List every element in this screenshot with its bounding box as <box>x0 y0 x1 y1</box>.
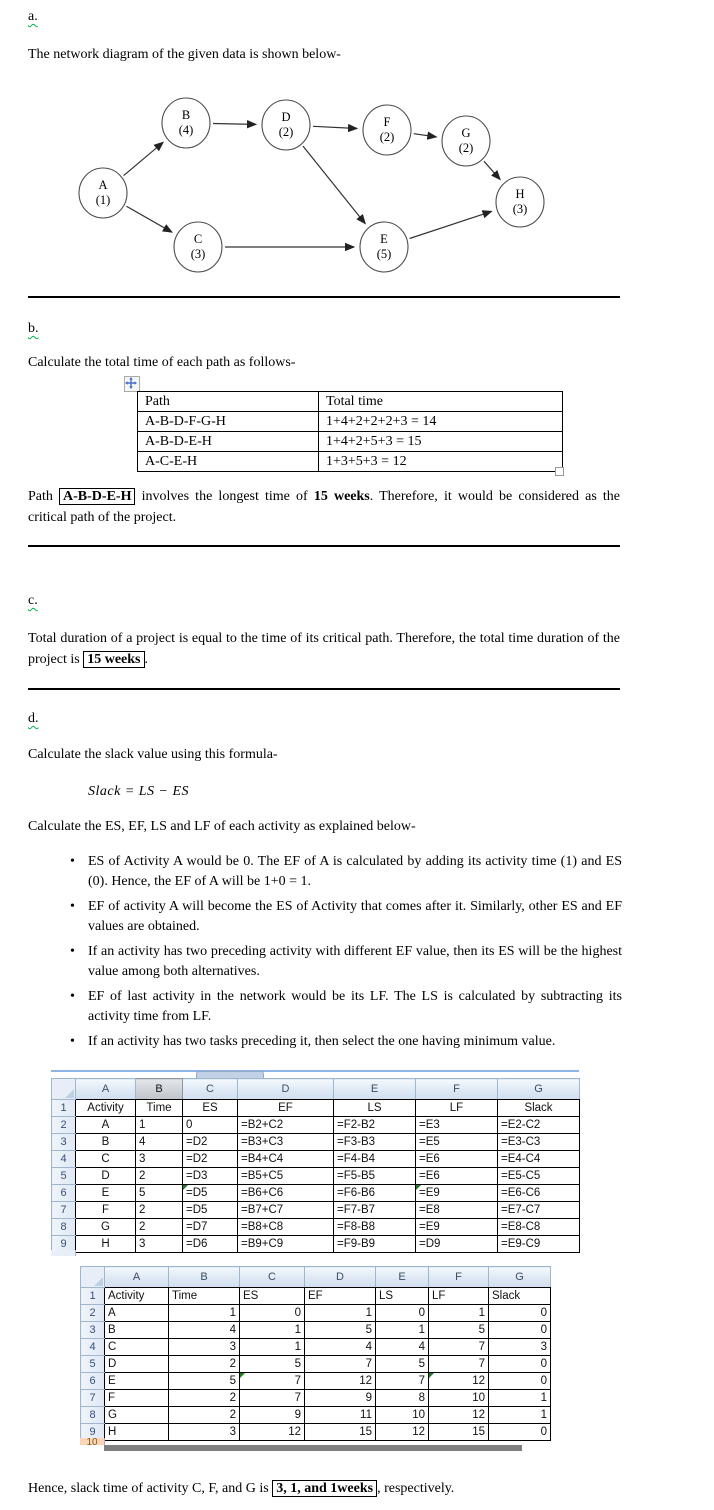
cell-G5: =E5-C5 <box>498 1168 580 1185</box>
cell-D8: =B8+C8 <box>238 1219 334 1236</box>
table-cell: Path <box>138 392 319 412</box>
cell-G5: 0 <box>489 1356 551 1373</box>
cell-E7: =F7-B7 <box>334 1202 416 1219</box>
svg-text:(5): (5) <box>376 247 392 261</box>
sheet1-partial-row <box>51 1250 76 1256</box>
bullet-dot: • <box>70 989 75 1004</box>
cell-G7: 1 <box>489 1390 551 1407</box>
cell-F9: 15 <box>429 1424 489 1441</box>
cell-G1: Slack <box>489 1288 551 1305</box>
text-run: Total duration of a project is equal to the time of its critical path. Therefore, the total time duration of the project is <box>28 631 620 667</box>
cell-D7: 9 <box>305 1390 376 1407</box>
bullet-text: ES of Activity A would be 0. The EF of A is calculated by adding its activity time (1) and ES (0). Hence, the EF of A will be 1+0 = 1. <box>88 854 622 889</box>
cell-A5: D <box>105 1356 169 1373</box>
diagram-node-C <box>174 222 222 272</box>
section-b-label: b. <box>28 321 39 336</box>
svg-text:E: E <box>380 232 388 246</box>
row-header-1: 1 <box>81 1288 105 1305</box>
cell-B6: 5 <box>169 1373 240 1390</box>
cell-C8: 9 <box>240 1407 305 1424</box>
cell-A1: Activity <box>105 1288 169 1305</box>
cell-G1: Slack <box>498 1100 580 1117</box>
cell-B4: 3 <box>136 1151 183 1168</box>
column-header-F: F <box>416 1079 498 1100</box>
cell-A4: C <box>105 1339 169 1356</box>
cell-F8: =E9 <box>416 1219 498 1236</box>
column-header-A: A <box>105 1267 169 1288</box>
cell-E9: 12 <box>376 1424 429 1441</box>
svg-text:C: C <box>193 232 203 246</box>
boxed-total-duration: 15 weeks <box>83 651 144 668</box>
cell-F5: =E6 <box>416 1168 498 1185</box>
explanation-bullet-list <box>70 852 622 1057</box>
cell-C6: =D5 <box>183 1185 238 1202</box>
bullet-item <box>70 1032 622 1052</box>
table-row <box>138 452 563 472</box>
cell-D3: =B3+C3 <box>238 1134 334 1151</box>
table-move-handle[interactable] <box>124 376 140 392</box>
diagram-node-H <box>496 177 544 227</box>
svg-text:(3): (3) <box>190 247 206 261</box>
cell-A7: F <box>105 1390 169 1407</box>
cell-E3: =F3-B3 <box>334 1134 416 1151</box>
column-header-B: B <box>169 1267 240 1288</box>
section-b-intro: Calculate the total time of each path as follows- <box>28 355 296 370</box>
cell-D4: 4 <box>305 1339 376 1356</box>
cell-D4: =B4+C4 <box>238 1151 334 1168</box>
cell-E5: 5 <box>376 1356 429 1373</box>
cell-F4: 7 <box>429 1339 489 1356</box>
cell-D1: EF <box>238 1100 334 1117</box>
edge-D-F <box>313 126 357 128</box>
cell-E4: =F4-B4 <box>334 1151 416 1168</box>
column-header-C: C <box>240 1267 305 1288</box>
cell-B4: 3 <box>169 1339 240 1356</box>
cell-F1: LF <box>429 1288 489 1305</box>
cell-C1: ES <box>183 1100 238 1117</box>
svg-text:H: H <box>515 187 525 201</box>
table-cell: A-B-D-E-H <box>138 432 319 452</box>
cell-A9: H <box>105 1424 169 1441</box>
cell-B1: Time <box>136 1100 183 1117</box>
bullet-text: If an activity has two preceding activity with different EF value, then its ES will be the highest value among both alternatives. <box>88 944 622 979</box>
error-indicator-icon <box>429 1373 434 1378</box>
sheet-corner-cell <box>52 1079 76 1100</box>
slack-formula: Slack = LS − ES <box>88 784 190 799</box>
cell-G6: =E6-C6 <box>498 1185 580 1202</box>
cell-A8: G <box>76 1219 136 1236</box>
row-header-4: 4 <box>81 1339 105 1356</box>
cell-C5: 5 <box>240 1356 305 1373</box>
cell-G2: =E2-C2 <box>498 1117 580 1134</box>
cell-B9: 3 <box>169 1424 240 1441</box>
cell-D5: =B5+C5 <box>238 1168 334 1185</box>
cell-F2: 1 <box>429 1305 489 1322</box>
text-run: involves the longest time of <box>141 489 308 504</box>
row-header-8: 8 <box>81 1407 105 1424</box>
column-header-A: A <box>76 1079 136 1100</box>
bullet-item <box>70 897 622 937</box>
svg-text:(1): (1) <box>95 193 111 207</box>
cell-F1: LF <box>416 1100 498 1117</box>
error-indicator-icon <box>183 1185 188 1190</box>
cell-F7: 10 <box>429 1390 489 1407</box>
svg-text:B: B <box>181 108 191 122</box>
cell-B6: 5 <box>136 1185 183 1202</box>
bullet-item <box>70 942 622 982</box>
row-header-4: 4 <box>52 1151 76 1168</box>
cell-C9: 12 <box>240 1424 305 1441</box>
cell-E6: =F6-B6 <box>334 1185 416 1202</box>
cell-E6: 7 <box>376 1373 429 1390</box>
section-c-label: c. <box>28 593 38 608</box>
row-header-8: 8 <box>52 1219 76 1236</box>
cell-E2: 0 <box>376 1305 429 1322</box>
cell-F8: 12 <box>429 1407 489 1424</box>
row-header-2: 2 <box>81 1305 105 1322</box>
cell-D9: =B9+C9 <box>238 1236 334 1253</box>
bullet-text: If an activity has two tasks preceding it, then select the one having minimum value. <box>88 1034 556 1049</box>
cell-C5: =D3 <box>183 1168 238 1185</box>
cell-A9: H <box>76 1236 136 1253</box>
table-cell: 1+4+2+2+2+3 = 14 <box>319 412 563 432</box>
column-header-F: F <box>429 1267 489 1288</box>
cell-C7: =D5 <box>183 1202 238 1219</box>
cell-E1: LS <box>334 1100 416 1117</box>
cell-D6: 12 <box>305 1373 376 1390</box>
bullet-dot: • <box>70 944 75 959</box>
cell-C6: 7 <box>240 1373 305 1390</box>
cell-E8: 10 <box>376 1407 429 1424</box>
column-header-G: G <box>489 1267 551 1288</box>
cell-F7: =E8 <box>416 1202 498 1219</box>
cell-B5: 2 <box>136 1168 183 1185</box>
svg-text:(2): (2) <box>458 141 474 155</box>
edge-D-E <box>303 146 365 224</box>
cell-E7: 8 <box>376 1390 429 1407</box>
cell-A4: C <box>76 1151 136 1168</box>
cell-G9: 0 <box>489 1424 551 1441</box>
cell-G8: 1 <box>489 1407 551 1424</box>
table-cell: 1+4+2+5+3 = 15 <box>319 432 563 452</box>
diagram-node-B <box>162 98 210 148</box>
cell-G6: 0 <box>489 1373 551 1390</box>
cell-E5: =F5-B5 <box>334 1168 416 1185</box>
svg-text:G: G <box>461 126 471 140</box>
cell-D3: 5 <box>305 1322 376 1339</box>
edge-A-C <box>127 206 172 232</box>
cell-D6: =B6+C6 <box>238 1185 334 1202</box>
column-header-D: D <box>305 1267 376 1288</box>
cell-E2: =F2-B2 <box>334 1117 416 1134</box>
section-d-intro1: Calculate the slack value using this formula- <box>28 747 278 762</box>
row-header-3: 3 <box>81 1322 105 1339</box>
cell-F5: 7 <box>429 1356 489 1373</box>
cell-B2: 1 <box>136 1117 183 1134</box>
cell-G7: =E7-C7 <box>498 1202 580 1219</box>
svg-text:A: A <box>98 178 108 192</box>
table-row <box>138 432 563 452</box>
cell-B3: 4 <box>136 1134 183 1151</box>
spreadsheet-formula-view <box>51 1078 580 1253</box>
cell-E9: =F9-B9 <box>334 1236 416 1253</box>
cell-A2: A <box>76 1117 136 1134</box>
diagram-node-E <box>360 222 408 272</box>
cell-D7: =B7+C7 <box>238 1202 334 1219</box>
cell-C2: 0 <box>183 1117 238 1134</box>
row-header-2: 2 <box>52 1117 76 1134</box>
bullet-item <box>70 987 622 1027</box>
error-indicator-icon <box>240 1373 245 1378</box>
cell-F2: =E3 <box>416 1117 498 1134</box>
svg-text:(3): (3) <box>512 202 528 216</box>
row-header-6: 6 <box>52 1185 76 1202</box>
edge-F-G <box>414 134 437 137</box>
text-run: . Therefore, it would be considered as the critical path of the project. <box>28 489 621 525</box>
cell-B7: 2 <box>169 1390 240 1407</box>
bold-duration: 15 weeks <box>313 489 370 504</box>
text-run: Path <box>28 489 53 504</box>
section-c-paragraph <box>28 628 620 670</box>
section-a-intro: The network diagram of the given data is shown below- <box>28 47 341 62</box>
text-run: . <box>144 652 148 667</box>
svg-text:D: D <box>281 110 291 124</box>
cell-A6: E <box>76 1185 136 1202</box>
cell-C4: 1 <box>240 1339 305 1356</box>
row-header-3: 3 <box>52 1134 76 1151</box>
divider-3 <box>28 688 620 690</box>
cell-A5: D <box>76 1168 136 1185</box>
cell-A3: B <box>105 1322 169 1339</box>
column-header-C: C <box>183 1079 238 1100</box>
cell-A2: A <box>105 1305 169 1322</box>
bullet-text: EF of activity A will become the ES of Activity that comes after it. Similarly, other ES and EF values are obtained. <box>88 899 622 934</box>
divider-1 <box>28 296 620 298</box>
section-d-label: d. <box>28 711 39 726</box>
cell-B8: 2 <box>136 1219 183 1236</box>
edge-G-H <box>484 161 500 179</box>
svg-text:F: F <box>383 115 391 129</box>
critical-path-paragraph <box>28 486 620 528</box>
column-header-D: D <box>238 1079 334 1100</box>
diagram-node-D <box>262 100 310 150</box>
cell-D8: 11 <box>305 1407 376 1424</box>
edge-B-D <box>213 124 256 125</box>
bullet-dot: • <box>70 899 75 914</box>
cell-C2: 0 <box>240 1305 305 1322</box>
table-resize-handle[interactable] <box>555 467 564 476</box>
boxed-critical-path: A-B-D-E-H <box>59 488 135 505</box>
column-header-E: E <box>376 1267 429 1288</box>
bullet-text: EF of last activity in the network would be its LF. The LS is calculated by subtracting its activity time from LF. <box>88 989 622 1024</box>
cell-D2: 1 <box>305 1305 376 1322</box>
cell-C3: 1 <box>240 1322 305 1339</box>
diagram-node-A <box>79 168 127 218</box>
cell-B7: 2 <box>136 1202 183 1219</box>
diagram-node-F <box>363 105 411 155</box>
cell-B9: 3 <box>136 1236 183 1253</box>
diagram-node-G <box>442 116 490 166</box>
cell-G2: 0 <box>489 1305 551 1322</box>
boxed-slack-values: 3, 1, and 1weeks <box>272 1480 377 1497</box>
bullet-dot: • <box>70 854 75 869</box>
cell-B1: Time <box>169 1288 240 1305</box>
bullet-item <box>70 852 622 892</box>
svg-text:(4): (4) <box>178 123 194 137</box>
column-header-G: G <box>498 1079 580 1100</box>
cell-D1: EF <box>305 1288 376 1305</box>
table-cell: Total time <box>319 392 563 412</box>
cell-G4: =E4-C4 <box>498 1151 580 1168</box>
edge-E-H <box>410 211 492 238</box>
cell-E8: =F8-B8 <box>334 1219 416 1236</box>
error-indicator-icon <box>416 1185 421 1190</box>
row-header-9: 9 <box>52 1236 76 1253</box>
cell-F3: =E5 <box>416 1134 498 1151</box>
cell-A8: G <box>105 1407 169 1424</box>
cell-E4: 4 <box>376 1339 429 1356</box>
cell-B3: 4 <box>169 1322 240 1339</box>
cell-F6: =E9 <box>416 1185 498 1202</box>
sheet-corner-cell <box>81 1267 105 1288</box>
move-arrows-icon <box>125 377 137 389</box>
row-header-1: 1 <box>52 1100 76 1117</box>
cell-C7: 7 <box>240 1390 305 1407</box>
cell-A3: B <box>76 1134 136 1151</box>
cell-C9: =D6 <box>183 1236 238 1253</box>
cell-G4: 3 <box>489 1339 551 1356</box>
cell-C8: =D7 <box>183 1219 238 1236</box>
row-header-7: 7 <box>52 1202 76 1219</box>
sheet2-bottom-bar <box>104 1445 522 1451</box>
cell-G3: =E3-C3 <box>498 1134 580 1151</box>
cell-F6: 12 <box>429 1373 489 1390</box>
cell-A7: F <box>76 1202 136 1219</box>
svg-text:(2): (2) <box>379 130 395 144</box>
cell-C1: ES <box>240 1288 305 1305</box>
column-header-B: B <box>136 1079 183 1100</box>
text-run: Hence, slack time of activity C, F, and G is <box>28 1481 269 1496</box>
cell-F9: =D9 <box>416 1236 498 1253</box>
cell-D2: =B2+C2 <box>238 1117 334 1134</box>
row-header-5: 5 <box>81 1356 105 1373</box>
table-row <box>138 412 563 432</box>
cell-E3: 1 <box>376 1322 429 1339</box>
edge-A-B <box>124 142 164 175</box>
table-header-row <box>138 392 563 412</box>
section-d-intro2: Calculate the ES, EF, LS and LF of each activity as explained below- <box>28 819 416 834</box>
cell-A6: E <box>105 1373 169 1390</box>
network-diagram <box>60 88 600 298</box>
cell-G8: =E8-C8 <box>498 1219 580 1236</box>
column-header-E: E <box>334 1079 416 1100</box>
cell-F3: 5 <box>429 1322 489 1339</box>
divider-2 <box>28 545 620 547</box>
cell-C4: =D2 <box>183 1151 238 1168</box>
cell-B2: 1 <box>169 1305 240 1322</box>
row-header-5: 5 <box>52 1168 76 1185</box>
svg-text:(2): (2) <box>278 125 294 139</box>
sheet2-row10-header: 10 <box>80 1438 105 1445</box>
cell-F4: =E6 <box>416 1151 498 1168</box>
cell-A1: Activity <box>76 1100 136 1117</box>
conclusion-paragraph <box>28 1478 620 1499</box>
row-header-9: 9 <box>81 1424 105 1441</box>
cell-G3: 0 <box>489 1322 551 1339</box>
cell-B5: 2 <box>169 1356 240 1373</box>
cell-G9: =E9-C9 <box>498 1236 580 1253</box>
text-run: , respectively. <box>377 1481 455 1496</box>
bullet-dot: • <box>70 1034 75 1049</box>
table-cell: 1+3+5+3 = 12 <box>319 452 563 472</box>
spreadsheet-value-view <box>80 1266 551 1441</box>
cell-B8: 2 <box>169 1407 240 1424</box>
row-header-6: 6 <box>81 1373 105 1390</box>
cell-D9: 15 <box>305 1424 376 1441</box>
cell-C3: =D2 <box>183 1134 238 1151</box>
cell-D5: 7 <box>305 1356 376 1373</box>
path-time-table <box>137 391 563 472</box>
table-cell: A-C-E-H <box>138 452 319 472</box>
section-a-label: a. <box>28 9 38 24</box>
cell-E1: LS <box>376 1288 429 1305</box>
row-header-7: 7 <box>81 1390 105 1407</box>
table-cell: A-B-D-F-G-H <box>138 412 319 432</box>
